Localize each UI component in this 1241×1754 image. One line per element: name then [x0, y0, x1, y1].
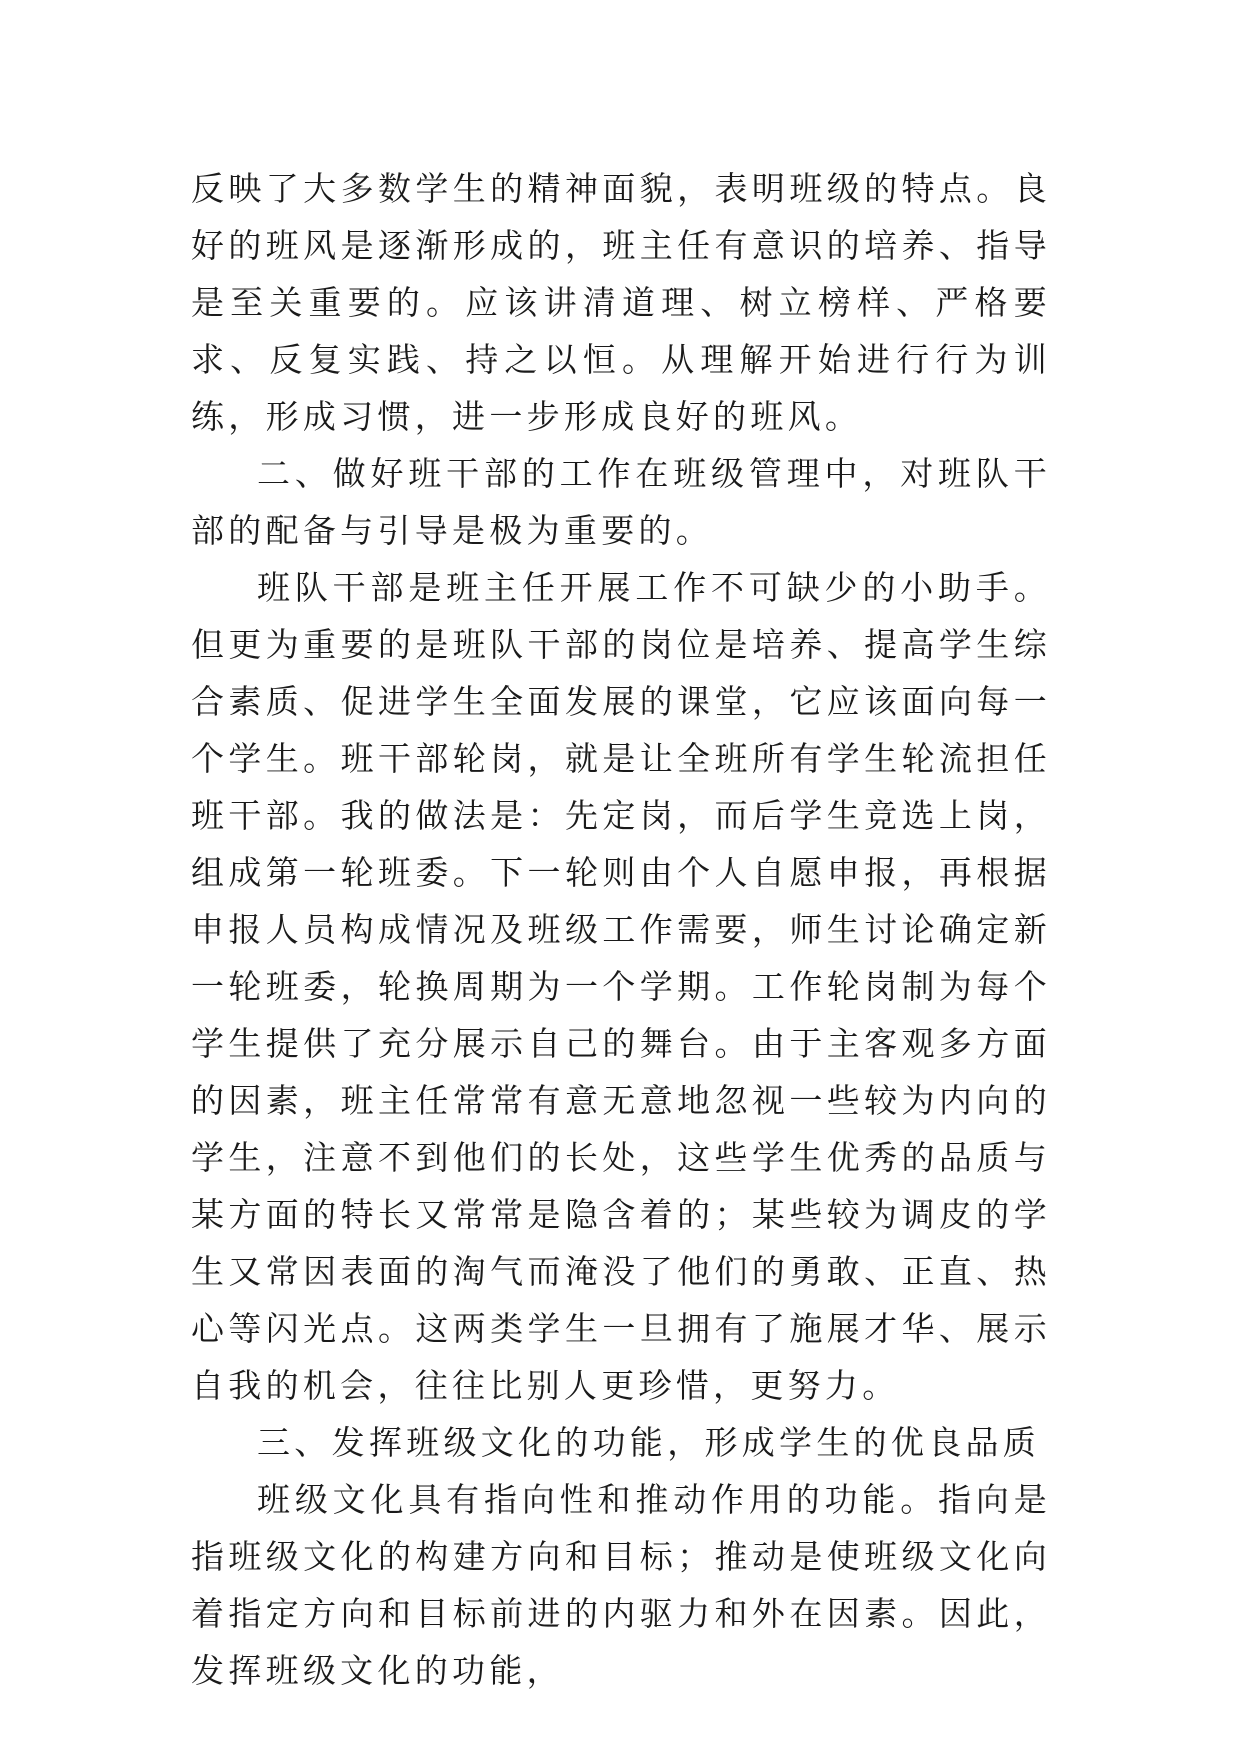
document-body: [191, 160, 1051, 1699]
paragraph-class-culture: 班级文化具有指向性和推动作用的功能。指向是指班级文化的构建方向和目标；推动是使班级文化向着指定方向和目标前进的内驱力和外在因素。因此，发挥班级文化的功能，: [191, 1480, 1051, 1690]
paragraph-class-spirit-continued: 反映了大多数学生的精神面貌，表明班级的特点。良好的班风是逐渐形成的，班主任有意识的培养、指导是至关重要的。应该讲清道理、树立榜样、严格要求、反复实践、持之以恒。从理解开始进行行为训练，形成习惯，进一步形成良好的班风。: [191, 169, 1051, 436]
section-heading-class-culture: 三、发挥班级文化的功能，形成学生的优良品质: [257, 1423, 1041, 1462]
paragraph-cadre-rotation: 班队干部是班主任开展工作不可缺少的小助手。但更为重要的是班队干部的岗位是培养、提高学生综合素质、促进学生全面发展的课堂，它应该面向每一个学生。班干部轮岗，就是让全班所有学生轮流担任班干部。我的做法是：先定岗，而后学生竞选上岗，组成第一轮班委。下一轮则由个人自愿申报，再根据申报人员构成情况及班级工作需要，师生讨论确定新一轮班委，轮换周期为一个学期。工作轮岗制为每个学生提供了充分展示自己的舞台。由于主客观多方面的因素，班主任常常有意无意地忽视一些较为内向的学生，注意不到他们的长处，这些学生优秀的品质与某方面的特长又常常是隐含着的；某些较为调皮的学生又常因表面的淘气而淹没了他们的勇敢、正直、热心等闪光点。这两类学生一旦拥有了施展才华、展示自我的机会，往往比别人更珍惜，更努力。: [191, 568, 1051, 1405]
section-heading-class-cadres: 二、做好班干部的工作在班级管理中，对班队干部的配备与引导是极为重要的。: [191, 454, 1051, 550]
